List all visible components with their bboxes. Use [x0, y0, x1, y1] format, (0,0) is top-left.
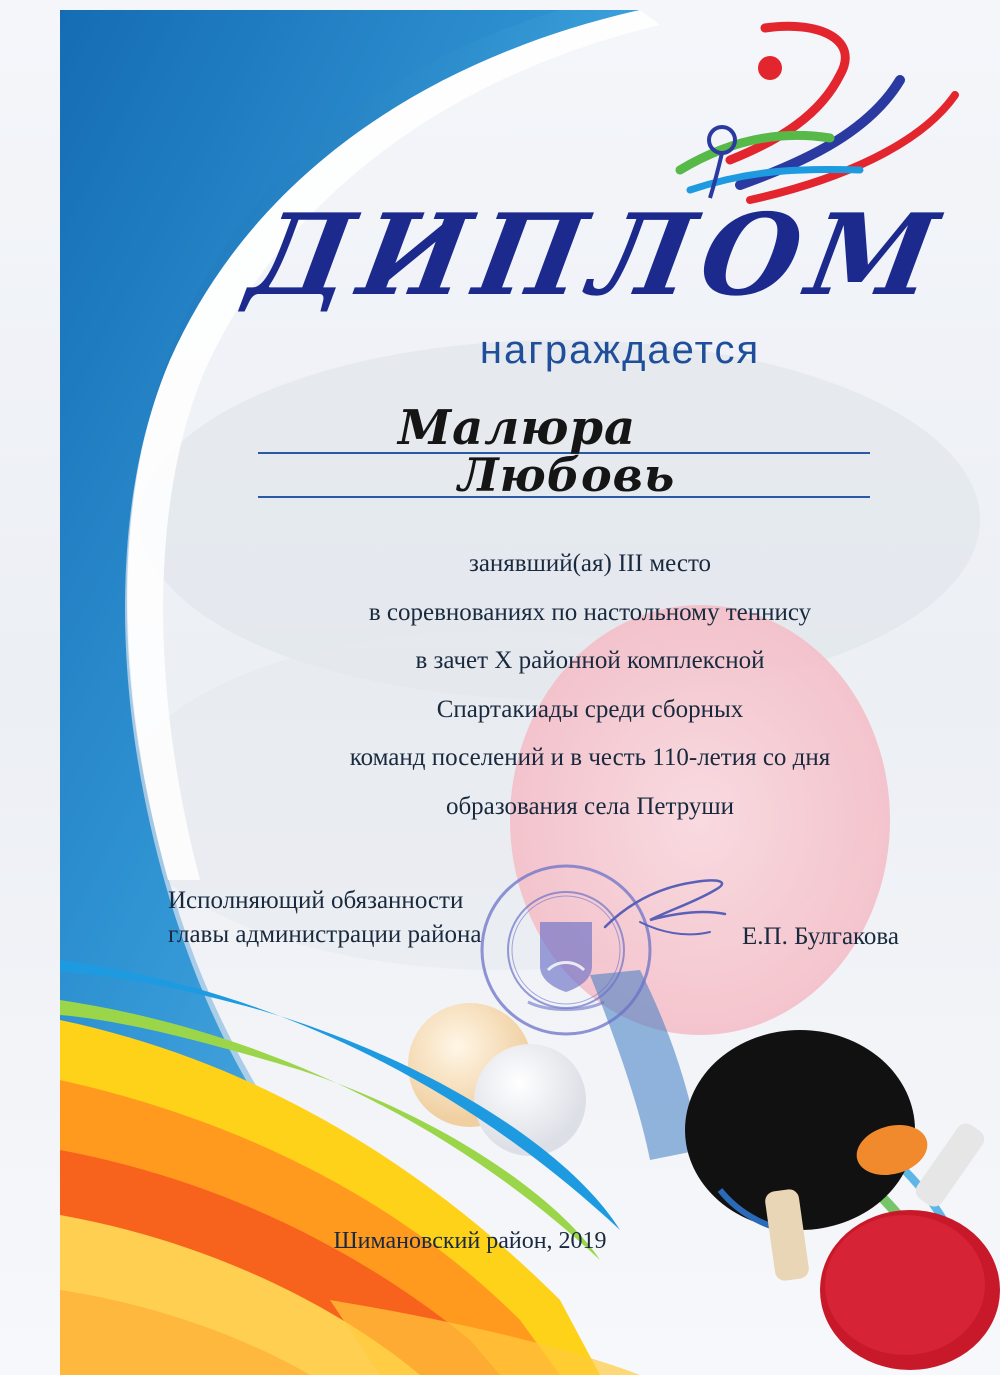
- award-line: в зачет X районной комплексной: [415, 647, 765, 674]
- signatory-name: Е.П. Булгакова: [742, 923, 899, 950]
- signatory-position-line-2: главы администрации района: [168, 921, 482, 948]
- award-line: Спартакиады среди сборных: [436, 695, 744, 723]
- recipient-name: Любовь: [458, 448, 676, 502]
- award-line: занявший(ая) III место: [468, 550, 712, 577]
- diploma-title: ДИПЛОМ: [240, 190, 956, 321]
- award-line: в соревнованиях по настольному теннису: [368, 598, 812, 626]
- awarded-label: награждается: [479, 328, 761, 372]
- signatory-position-line-1: Исполняющий обязанности: [168, 887, 464, 914]
- place-and-year: Шимановский район, 2019: [333, 1228, 607, 1254]
- award-line: образования села Петруши: [445, 792, 735, 820]
- handwritten-signature: [600, 872, 740, 952]
- award-description: [230, 540, 950, 831]
- award-line: команд поселений и в честь 110-летия со дня: [349, 744, 831, 771]
- recipient-surname: Малюра: [398, 400, 637, 456]
